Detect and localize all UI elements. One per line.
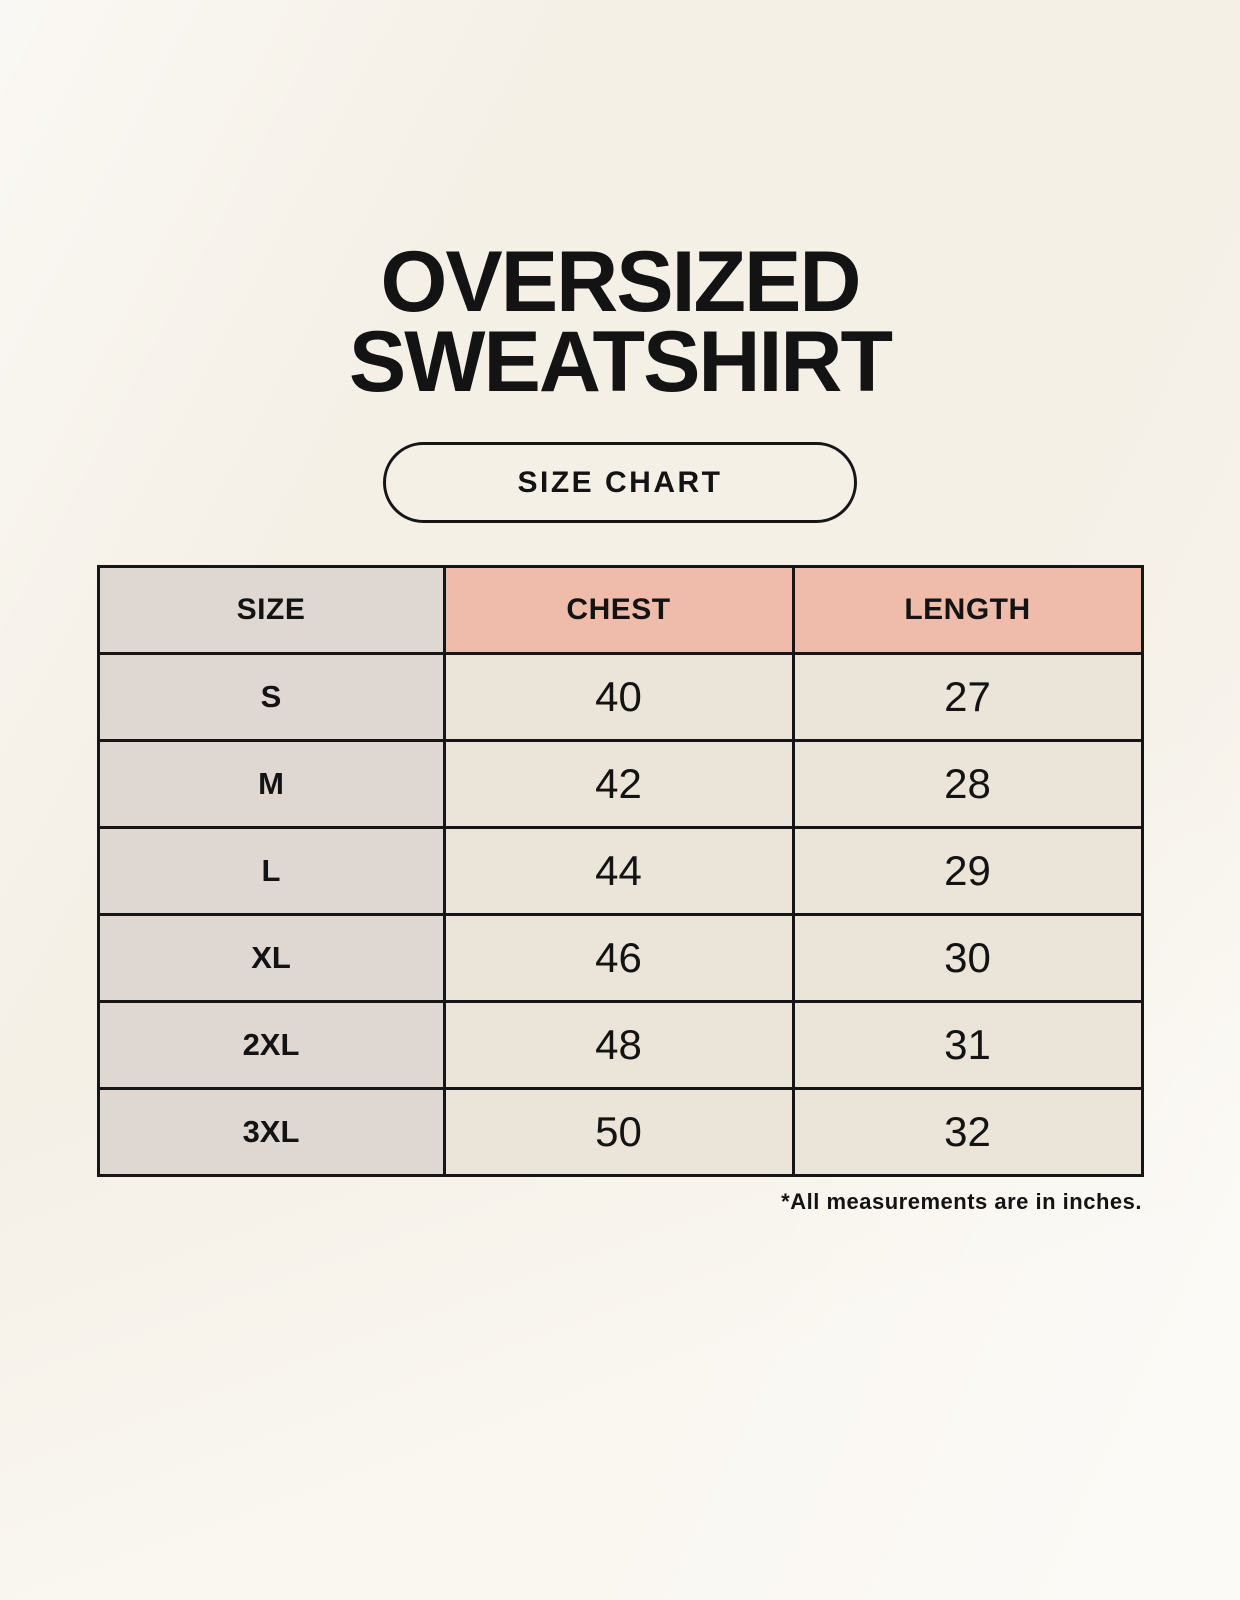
table-row	[98, 654, 1142, 741]
chest-cell: 48	[444, 1002, 793, 1089]
size-table	[97, 565, 1144, 1177]
size-cell: XL	[98, 915, 444, 1002]
title-line-2: SWEATSHIRT	[348, 314, 892, 410]
length-cell: 28	[793, 741, 1142, 828]
chest-cell: 46	[444, 915, 793, 1002]
size-cell: 2XL	[98, 1002, 444, 1089]
length-cell: 32	[793, 1089, 1142, 1176]
size-chart-button[interactable]	[383, 442, 857, 523]
length-cell: 30	[793, 915, 1142, 1002]
size-table-body	[98, 654, 1142, 1176]
measurements-footnote: *All measurements are in inches.	[781, 1189, 1142, 1214]
chest-cell: 44	[444, 828, 793, 915]
size-cell: L	[98, 828, 444, 915]
length-cell: 29	[793, 828, 1142, 915]
size-cell: S	[98, 654, 444, 741]
size-cell: M	[98, 741, 444, 828]
column-header-size: SIZE	[98, 567, 444, 654]
chest-cell: 50	[444, 1089, 793, 1176]
length-cell: 31	[793, 1002, 1142, 1089]
table-row	[98, 1002, 1142, 1089]
table-row	[98, 915, 1142, 1002]
length-cell: 27	[793, 654, 1142, 741]
chest-cell: 42	[444, 741, 793, 828]
size-table-header	[98, 567, 1142, 654]
header-row	[98, 567, 1142, 654]
size-cell: 3XL	[98, 1089, 444, 1176]
table-row	[98, 1089, 1142, 1176]
column-header-length: LENGTH	[793, 567, 1142, 654]
table-row	[98, 828, 1142, 915]
chest-cell: 40	[444, 654, 793, 741]
column-header-chest: CHEST	[444, 567, 793, 654]
title-line-1: OVERSIZED	[380, 234, 860, 330]
page-title	[0, 0, 1240, 410]
table-row	[98, 741, 1142, 828]
size-chart-button-label: SIZE CHART	[517, 465, 723, 499]
